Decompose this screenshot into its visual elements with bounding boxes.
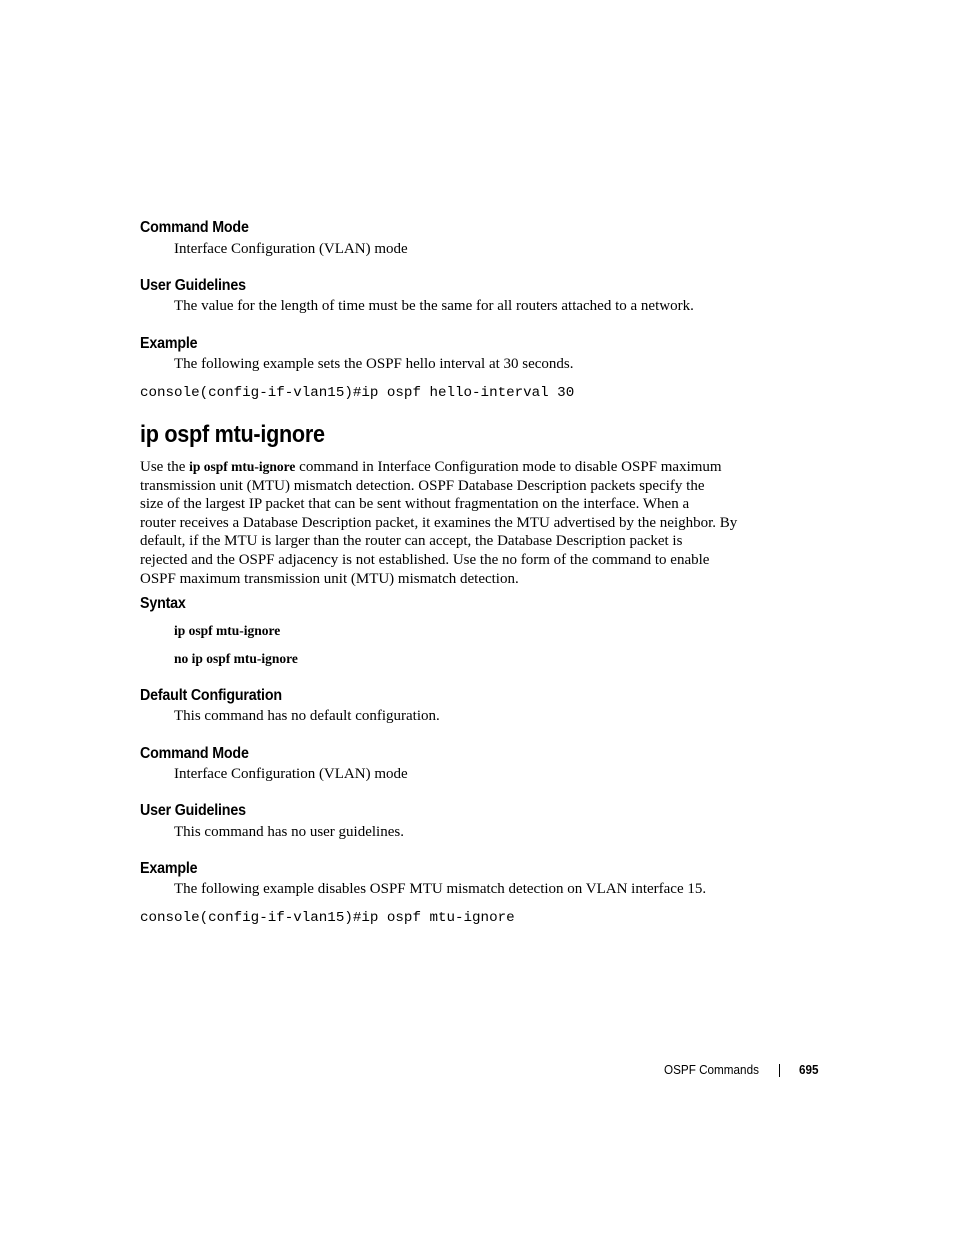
command-mode-heading: Command Mode xyxy=(140,219,249,236)
default-configuration-heading: Default Configuration xyxy=(140,687,282,704)
example-code: console(config-if-vlan15)#ip ospf mtu-ignore xyxy=(140,910,515,926)
intro-line1-post: command in Interface Configuration mode to disable OSPF maximum xyxy=(295,459,722,475)
intro-line1-pre: Use the xyxy=(140,459,190,475)
syntax-line: ip ospf mtu-ignore xyxy=(174,623,281,638)
user-guidelines-text: The value for the length of time must be the same for all routers attached to a network. xyxy=(174,298,694,314)
intro-line: default, if the MTU is larger than the router can accept, the Database Description packet is xyxy=(140,533,683,550)
command-mode-text: Interface Configuration (VLAN) mode xyxy=(174,241,408,257)
intro-line: router receives a Database Description packet, it examines the MTU advertised by the neighbor. By xyxy=(140,514,738,531)
footer-divider xyxy=(779,1064,780,1077)
intro-command-name: ip ospf mtu-ignore xyxy=(189,459,296,474)
syntax-line-no-form: no ip ospf mtu-ignore xyxy=(174,651,298,666)
example-heading: Example xyxy=(140,335,198,352)
intro-line: transmission unit (MTU) mismatch detection. OSPF Database Description packets specify the xyxy=(140,477,705,494)
footer-section-label: OSPF Commands xyxy=(664,1062,759,1077)
intro-line xyxy=(140,458,760,477)
intro-line: rejected and the OSPF adjacency is not established. Use the no form of the command to enable xyxy=(140,551,710,568)
intro-line: OSPF maximum transmission unit (MTU) mismatch detection. xyxy=(140,570,519,587)
default-configuration-text: This command has no default configuration. xyxy=(174,708,440,724)
intro-line: size of the largest IP packet that can be sent without fragmentation on the interface. When a xyxy=(140,496,690,513)
example-text: The following example sets the OSPF hello interval at 30 seconds. xyxy=(174,356,574,372)
command-mode-text: Interface Configuration (VLAN) mode xyxy=(174,766,408,782)
example-heading: Example xyxy=(140,860,198,877)
command-mode-heading: Command Mode xyxy=(140,745,249,762)
user-guidelines-heading: User Guidelines xyxy=(140,802,246,819)
example-text: The following example disables OSPF MTU mismatch detection on VLAN interface 15. xyxy=(174,881,707,897)
user-guidelines-heading: User Guidelines xyxy=(140,277,246,294)
user-guidelines-text: This command has no user guidelines. xyxy=(174,824,404,840)
example-code: console(config-if-vlan15)#ip ospf hello-interval 30 xyxy=(140,385,575,401)
intro-paragraph xyxy=(140,458,760,588)
syntax-heading: Syntax xyxy=(140,595,186,612)
page-number: 695 xyxy=(799,1062,819,1077)
section-title: ip ospf mtu-ignore xyxy=(140,421,325,448)
